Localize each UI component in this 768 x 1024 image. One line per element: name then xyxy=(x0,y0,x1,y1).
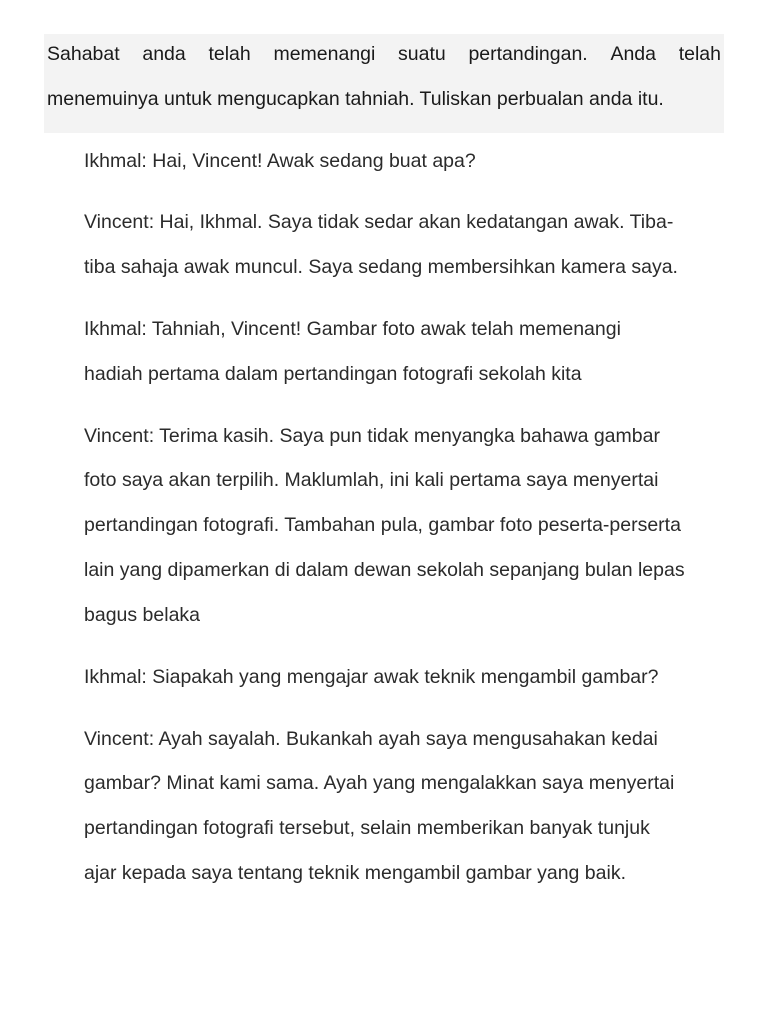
dialogue-line: Vincent: Hai, Ikhmal. Saya tidak sedar akan kedatangan awak. Tiba- xyxy=(84,211,674,233)
prompt-word: suatu xyxy=(398,43,446,65)
dialogue-line: hadiah pertama dalam pertandingan fotografi sekolah kita xyxy=(84,363,582,385)
dialogue-line: lain yang dipamerkan di dalam dewan sekolah sepanjang bulan lepas xyxy=(84,559,685,581)
dialogue-line: Vincent: Terima kasih. Saya pun tidak menyangka bahawa gambar xyxy=(84,425,660,447)
prompt-word: telah xyxy=(208,43,251,65)
dialogue-line: Ikhmal: Tahniah, Vincent! Gambar foto awak telah memenangi xyxy=(84,318,621,340)
dialogue-line: Ikhmal: Hai, Vincent! Awak sedang buat apa? xyxy=(84,150,476,172)
dialogue-line: gambar? Minat kami sama. Ayah yang mengalakkan saya menyertai xyxy=(84,772,675,794)
prompt-word: memenangi xyxy=(273,43,376,65)
prompt-line-1 xyxy=(47,42,721,66)
dialogue-line: foto saya akan terpilih. Maklumlah, ini kali pertama saya menyertai xyxy=(84,469,659,491)
prompt-line-2: menemuinya untuk mengucapkan tahniah. Tuliskan perbualan anda itu. xyxy=(47,88,664,110)
prompt-word: Sahabat xyxy=(47,43,120,65)
dialogue-line: pertandingan fotografi. Tambahan pula, gambar foto peserta-perserta xyxy=(84,514,681,536)
dialogue-line: pertandingan fotografi tersebut, selain memberikan banyak tunjuk xyxy=(84,817,650,839)
dialogue-line: ajar kepada saya tentang teknik mengambil gambar yang baik. xyxy=(84,862,626,884)
dialogue-line: tiba sahaja awak muncul. Saya sedang membersihkan kamera saya. xyxy=(84,256,678,278)
prompt-word: anda xyxy=(142,43,186,65)
prompt-word: telah xyxy=(678,43,721,65)
dialogue-line: Vincent: Ayah sayalah. Bukankah ayah saya mengusahakan kedai xyxy=(84,728,658,750)
dialogue-line: Ikhmal: Siapakah yang mengajar awak teknik mengambil gambar? xyxy=(84,666,659,688)
dialogue-line: bagus belaka xyxy=(84,604,201,626)
prompt-word: pertandingan. xyxy=(468,43,588,65)
prompt-word: Anda xyxy=(610,43,656,65)
